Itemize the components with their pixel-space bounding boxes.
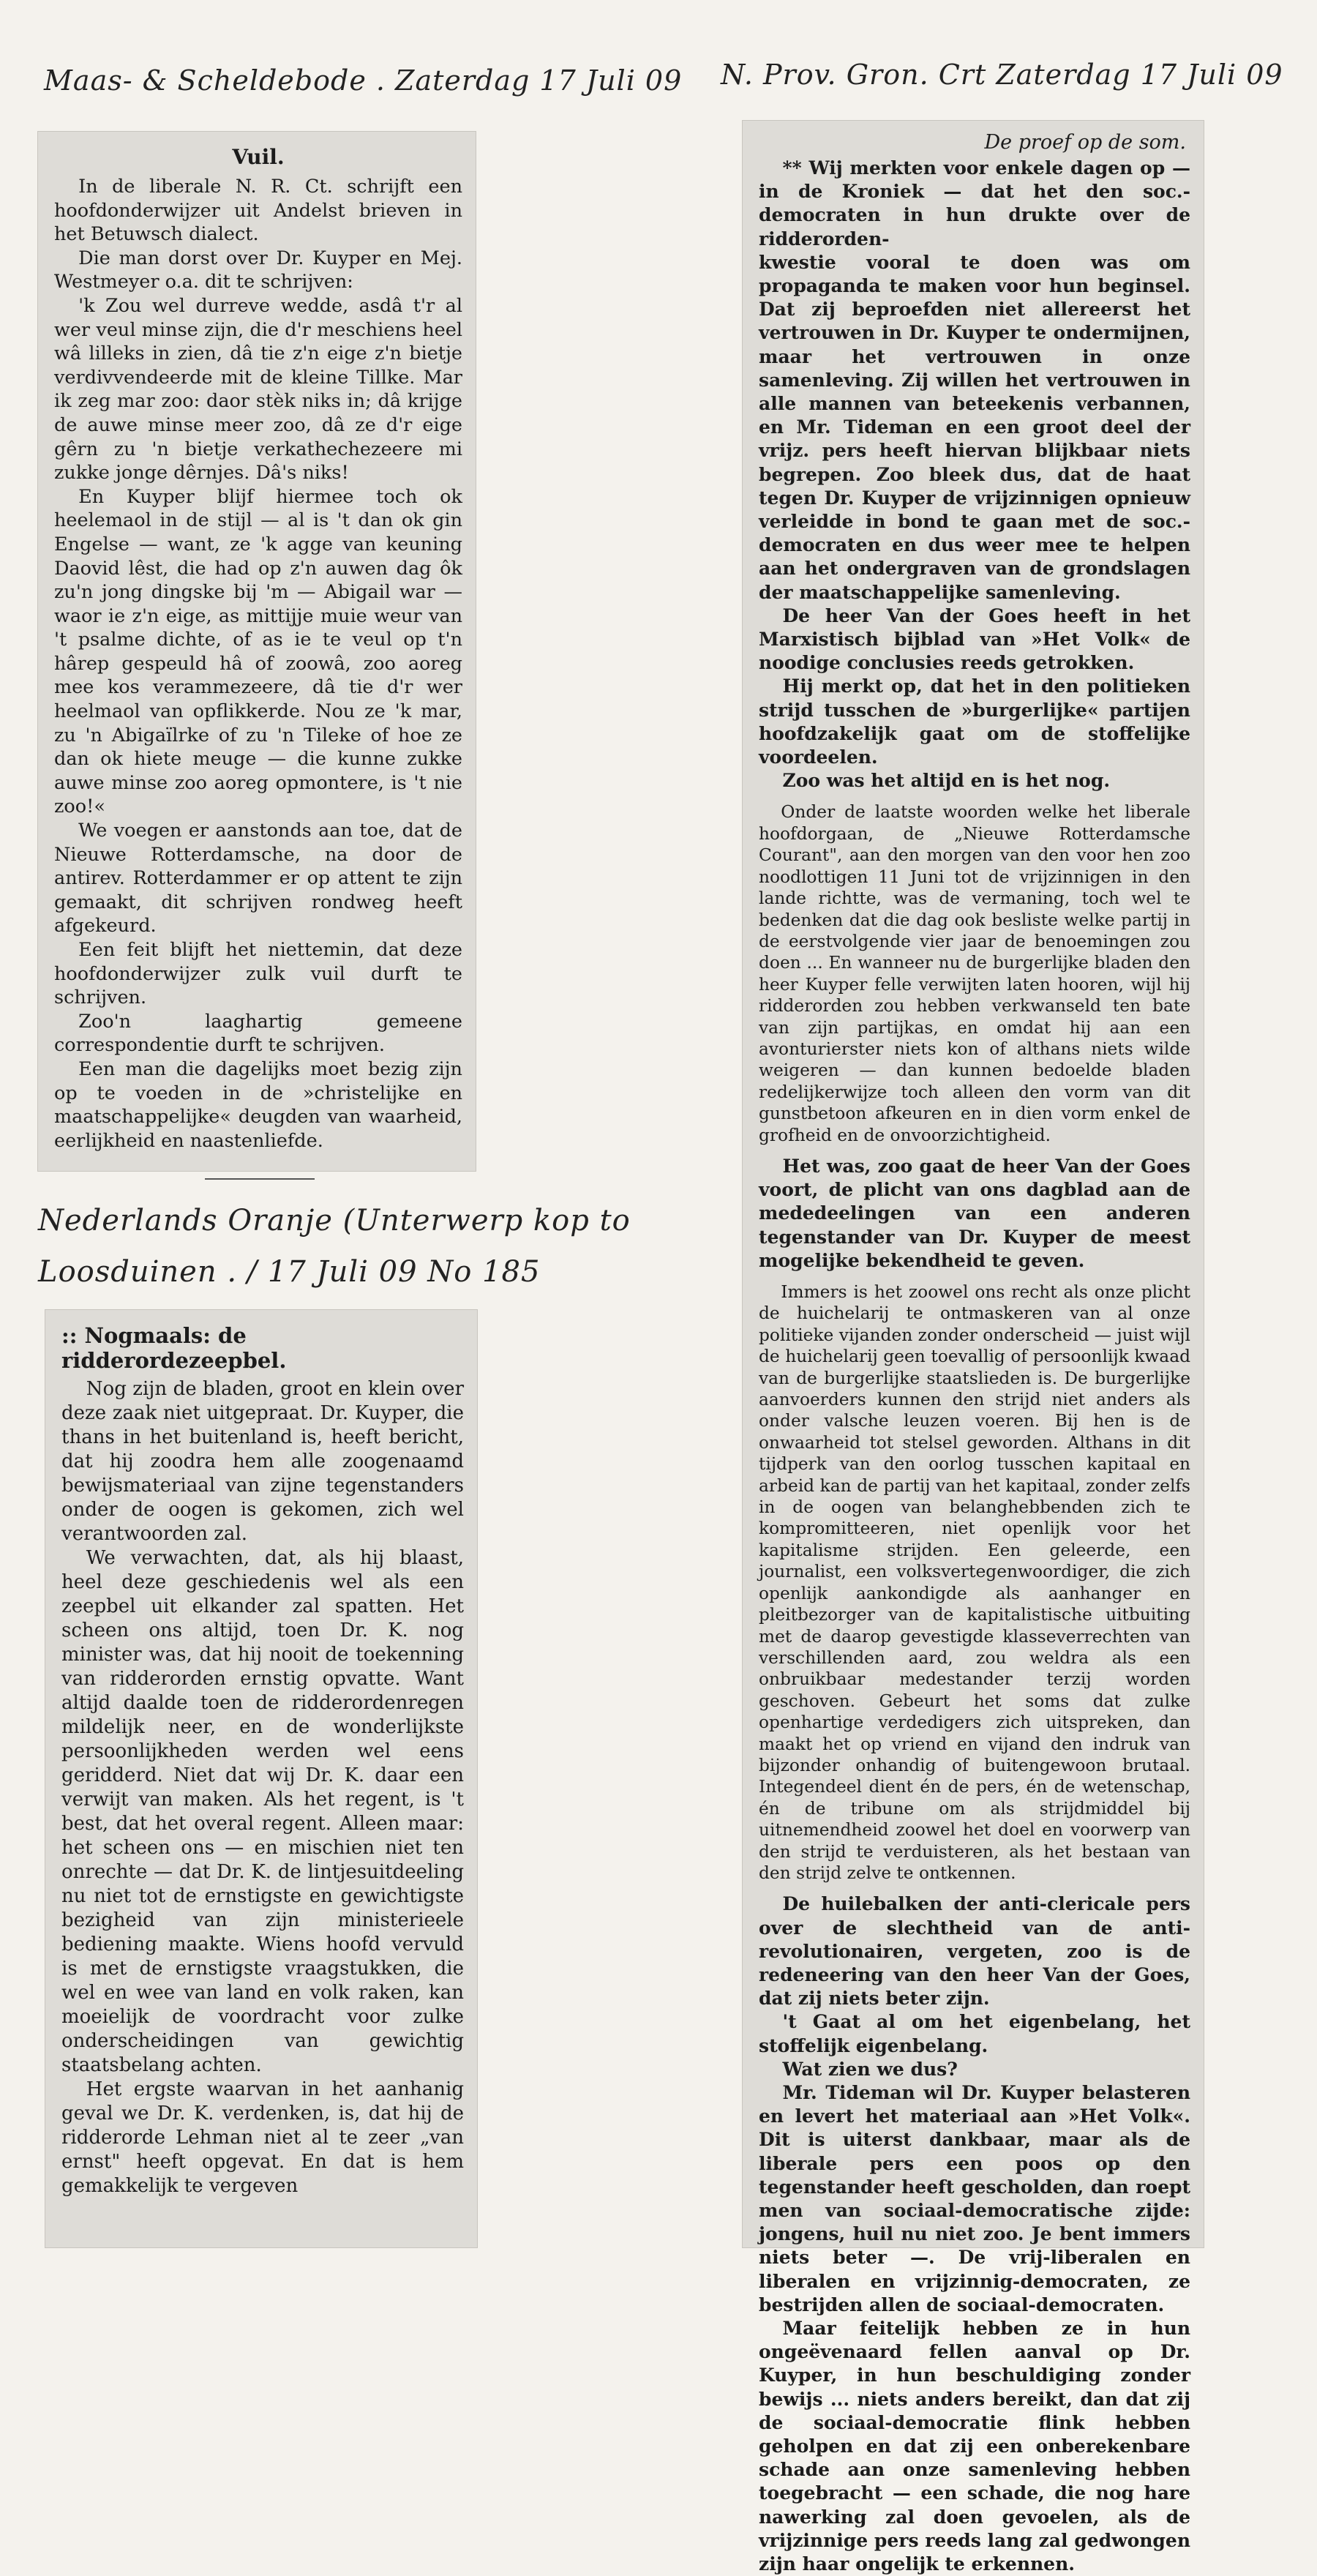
paragraph: We verwachten, dat, als hij blaast, heel deze geschiedenis wel als een zeepbel uit elkander zal spatten. Het scheen ons altijd, toen Dr. K. nog minister was, dat hij nooit de toekenning van ridderorden ernstig opvatte. Want altijd daalde toen de ridderordenregen mildelijk neer, en de wonderlijkste persoonlijkheden werden wel eens geridderd. Niet dat wij Dr. K. daar een verwijt van maken. Als het regent, is 't best, dat het overal regent. Alleen maar: het scheen ons — en mischien niet ten onrechte — dat Dr. K. de lintjesuitdeeling nu niet tot de ernstigste en gewichtigste bezigheid van zijn ministerieele bediening maakte. Wiens hoofd vervuld is met de ernstigste vraagstukken, die wel en wee van land en volk raken, kan moeielijk de voordracht voor zulke onderscheidingen van gewichtig staatsbelang achten. — [61, 1547, 464, 2076]
paragraph: De huilebalken der anti-clericale pers over de slechtheid van de anti-revolutionairen, vergeten, zoo is de redeneering van den heer Van der Goes, dat zij niets beter zijn. — [759, 1893, 1190, 2010]
paragraph: Hij merkt op, dat het in den politieken strijd tusschen de »burgerlijke« partijen hoofdzakelijk gaat om de stoffelijke voordeelen. — [759, 675, 1190, 768]
paragraph: Wat zien we dus? — [782, 2058, 958, 2080]
paragraph: In de liberale N. R. Ct. schrijft een hoofdonderwijzer uit Andelst brieven in het Betuwsch dialect. — [54, 176, 462, 246]
paragraph: Het ergste waarvan in het aanhanig geval we Dr. K. verdenken, is, dat hij de ridderorde Lehman niet al te zeer „van ernst" heeft opgevat. En dat is hem gemakkelijk te vergeven — [61, 2078, 464, 2197]
paragraph: kwestie vooral te doen was om propaganda te maken voor hun beginsel. Dat zij beproefden niet allereerst het vertrouwen in Dr. Kuyper te ondermijnen, maar het vertrouwen in onze samenleving. Zij willen het vertrouwen in alle mannen van beteekenis verbannen, en Mr. Tideman en een groot deel der vrijz. pers heeft hiervan blijkbaar niets begrepen. Zoo bleek dus, dat de haat tegen Dr. Kuyper de vrijzinnigen opnieuw verleidde in bond te gaan met de soc.-democraten en dus weer mee te helpen aan het ondergraven van de grondslagen der maatschappelijke samenleving. — [759, 251, 1190, 603]
clipping-proef-op-de-som — [743, 121, 1204, 2575]
quoted-paragraph: Onder de laatste woorden welke het liberale hoofdorgaan, de „Nieuwe Rotterdamsche Courant", aan den morgen van den voor hen zoo noodlottigen 11 Juni tot de vrijzinnigen in den lande richtte, was de vermaning, toch wel te bedenken dat die dag ook besliste welke partij in de eerstvolgende vier jaar de benoemingen zou doen ... En wanneer nu de burgerlijke bladen den heer Kuyper felle verwijten laten hooren, wijl hij ridderorden zou hebben verkwanseld ten bate van zijn partijkas, en omdat hij aan een avonturierster niets kon of althans niets wilde weigeren — dan kunnen bedoelde bladen redelijkerwijze toch alleen den vorm van dit gunstbetoon afkeuren en in dien vorm enkel de grofheid en de onvoorzichtigheid. — [759, 802, 1190, 1145]
paragraph: Maar feitelijk hebben ze in hun ongeëvenaard fellen aanval op Dr. Kuyper, in hun beschuldiging zonder bewijs ... niets anders bereikt, dan dat zij de sociaal-democratie flink hebben geholpen en dat zij een onberekenbare schade aan onze samenleving hebben toegebracht — een schade, die nog hare nawerking zal doen gevoelen, als de vrijzinnige pers reeds lang zal gedwongen zijn haar ongelijk te erkennen. — [759, 2318, 1190, 2575]
paragraph: We voegen er aanstonds aan toe, dat de Nieuwe Rotterdamsche, na door de antirev. Rotterdammer er op attent te zijn gemaakt, dit schrijven rondweg heeft afgekeurd. — [54, 820, 462, 937]
paragraph: 'k Zou wel durreve wedde, asdâ t'r al wer veul minse zijn, die d'r meschiens heel wâ lilleks in zien, dâ tie z'n eige z'n bietje verdivvendeerde mit de kleine Tillke. Mar ik zeg mar zoo: daor stèk niks in; dâ krijge de auwe minse meer zoo, dâ ze d'r eige gêrn zu 'n bietje verkathechezeere mi zukke jonge dêrnjes. Dâ's niks! — [54, 294, 462, 484]
paragraph: Het was, zoo gaat de heer Van der Goes voort, de plicht van ons dagblad aan de mededeelingen van een anderen tegenstander van Dr. Kuyper de meest mogelijke bekendheid te geven. — [759, 1155, 1190, 1271]
clipping-title: Vuil. — [232, 145, 285, 169]
annotation-middle-left-2: Loosduinen . / 17 Juli 09 No 185 — [38, 1255, 541, 1289]
annotation-top-left: Maas- & Scheldebode . Zaterdag 17 Juli 09 — [44, 64, 683, 97]
annotation-top-right: N. Prov. Gron. Crt Zaterdag 17 Juli 09 — [721, 59, 1283, 91]
paragraph: De heer Van der Goes heeft in het Marxistisch bijblad van »Het Volk« de noodige conclusies reeds getrokken. — [759, 604, 1190, 674]
paragraph: Nog zijn de bladen, groot en klein over deze zaak niet uitgepraat. Dr. Kuyper, die thans in het buitenland is, heeft bericht, dat hij zoodra hem alle zoogenaamd bewijsmateriaal van zijne tegenstanders onder de oogen is gekomen, zich wel verantwoorden zal. — [61, 1378, 464, 1545]
paragraph: 't Gaat al om het eigenbelang, het stoffelijk eigenbelang. — [759, 2011, 1190, 2056]
divider — [205, 1178, 315, 1180]
paragraph: Zoo'n laaghartig gemeene correspondentie durft te schrijven. — [54, 1010, 462, 1057]
paragraph: Een feit blijft het niettemin, dat deze hoofdonderwijzer zulk vuil durft te schrijven. — [54, 939, 462, 1009]
clipping-kicker: De proef op de som. — [984, 131, 1186, 154]
annotation-middle-left-1: Nederlands Oranje (Unterwerp kop to — [38, 1204, 631, 1238]
paragraph: Een man die dagelijks moet bezig zijn op te voeden in de »christelijke en maatschappelijke« deugden van waarheid, eerlijkheid en naastenliefde. — [54, 1057, 462, 1152]
clipping-vuil — [38, 132, 476, 1171]
clipping-zeepbel — [45, 1310, 477, 2247]
paragraph: Mr. Tideman wil Dr. Kuyper belasteren en levert het materiaal aan »Het Volk«. Dit is uiterst dankbaar, maar als de liberale pers een poos op den tegenstander heeft gescholden, dan roept men van sociaal-democratische zijde: jongens, huil nu niet zoo. Je bent immers niets beter —. De vrij-liberalen en liberalen en vrijzinnig-democraten, ze bestrijden allen de sociaal-democraten. — [759, 2082, 1190, 2315]
paragraph: Die man dorst over Dr. Kuyper en Mej. Westmeyer o.a. dit te schrijven: — [54, 247, 462, 293]
clipping-title: :: Nogmaals: de ridderordezeepbel. — [61, 1323, 287, 1373]
quoted-paragraph: Immers is het zoowel ons recht als onze plicht de huichelarij te ontmaskeren van al onze politieke vijanden zonder onderscheid — juist wijl de huichelarij geen toevallig of persoonlijk kwaad van de burgerlijke staatslieden is. De burgerlijke aanvoerders kunnen den strijd niet anders als onder valsche leuzen voeren. Bij hen is de onwaarheid tot stelsel geworden. Althans in dit tijdperk van den oorlog tusschen kapitaal en arbeid kan de partij van het kapitaal, zonder zelfs in de oogen van belanghebbenden zich te kompromitteeren, niet openlijk voor het kapitalisme strijden. Een geleerde, een journalist, een volksvertegenwoordiger, die zich openlijk aankondigde als aanhanger en pleitbezorger van de kapitalistische uitbuiting met de daarop gevestigde klasseverrechten van verschillenden aard, zou weldra als een onbruikbaar medestander terzij worden geschoven. Gebeurt het soms dat zulke openhartige verdedigers zich uitspreken, dan maakt het op vriend en vijand den indruk van bijzonder onhandig of buitengewoon brutaal. Integendeel dient én de pers, én de wetenschap, én de tribune om als strijdmiddel bij uitnemendheid zoowel het doel en voorwerp van den strijd te verduisteren, als het bestaan van den strijd zelve te ontkennen. — [759, 1282, 1190, 1883]
paragraph: En Kuyper blijf hiermee toch ok heelemaol in de stijl — al is 't dan ok gin Engelse — want, ze 'k agge van keuning Daovid lêst, die had op z'n auwen dag ôk zu'n jong dingske bij 'm — Abigail war — waor ie z'n eige, as mittijje muie weur van 't psalme dichte, of as ie te veul op t'n hârep gespeuld hâ of zoowâ, zoo aoreg mee kos verammezeere, dâ tie d'r wer heelmaol van opflikkerde. Nou ze 'k mar, zu 'n Abigaïlrke of zu 'n Tileke of hoe ze dan ok hiete meuge — die kunne zukke auwe minse zoo aoreg opmontere, is 't nie zoo!« — [54, 485, 462, 818]
intro-paragraph: ** Wij merkten voor enkele dagen op — in de Kroniek — dat het den soc.-democraten in hun drukte over de ridderorden- — [759, 157, 1190, 250]
paragraph: Zoo was het altijd en is het nog. — [782, 770, 1111, 792]
